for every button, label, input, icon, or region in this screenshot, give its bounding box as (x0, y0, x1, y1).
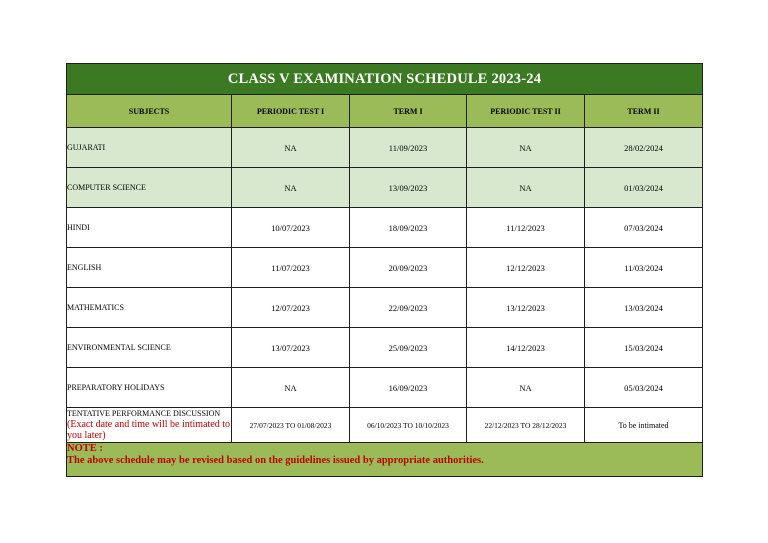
date-cell: NA (467, 128, 585, 168)
date-range-cell: 27/07/2023 TO 01/08/2023 (232, 408, 350, 443)
date-cell: 18/09/2023 (350, 208, 467, 248)
discussion-subject-note: (Exact date and time will be intimated to you later) (67, 419, 231, 441)
table-row (67, 328, 703, 368)
header-row (67, 95, 703, 128)
date-cell: 10/07/2023 (232, 208, 350, 248)
schedule-title: CLASS V EXAMINATION SCHEDULE 2023-24 (67, 64, 703, 95)
date-cell: NA (232, 128, 350, 168)
subject-cell: HINDI (67, 208, 232, 248)
note-text: The above schedule may be revised based on the guidelines issued by appropriate authorities. (67, 455, 484, 466)
title-row (67, 64, 703, 95)
date-cell: 05/03/2024 (585, 368, 703, 408)
date-cell: 15/03/2024 (585, 328, 703, 368)
subject-cell: ENGLISH (67, 248, 232, 288)
exam-schedule-table (66, 63, 703, 477)
subject-cell: MATHEMATICS (67, 288, 232, 328)
date-range-cell: 06/10/2023 TO 10/10/2023 (350, 408, 467, 443)
header-subjects: SUBJECTS (67, 95, 232, 128)
date-range-cell: 22/12/2023 TO 28/12/2023 (467, 408, 585, 443)
date-cell: NA (467, 368, 585, 408)
note-label: NOTE : (67, 443, 103, 454)
discussion-subject-label: TENTATIVE PERFORMANCE DISCUSSION (67, 409, 221, 418)
date-cell: NA (232, 168, 350, 208)
table-row (67, 128, 703, 168)
subject-cell: COMPUTER SCIENCE (67, 168, 232, 208)
date-cell: NA (232, 368, 350, 408)
date-cell: 11/09/2023 (350, 128, 467, 168)
date-cell: 13/12/2023 (467, 288, 585, 328)
date-cell: 12/07/2023 (232, 288, 350, 328)
date-cell: 12/12/2023 (467, 248, 585, 288)
table-row (67, 288, 703, 328)
date-cell: 16/09/2023 (350, 368, 467, 408)
table-row (67, 168, 703, 208)
date-cell: 11/07/2023 (232, 248, 350, 288)
table-row (67, 368, 703, 408)
header-term-1: TERM I (350, 95, 467, 128)
table-row (67, 208, 703, 248)
date-cell: 22/09/2023 (350, 288, 467, 328)
date-cell: 11/12/2023 (467, 208, 585, 248)
header-periodic-test-2: PERIODIC TEST II (467, 95, 585, 128)
date-cell: 28/02/2024 (585, 128, 703, 168)
header-periodic-test-1: PERIODIC TEST I (232, 95, 350, 128)
date-cell: 14/12/2023 (467, 328, 585, 368)
subject-cell: GUJARATI (67, 128, 232, 168)
subject-cell: ENVIRONMENTAL SCIENCE (67, 328, 232, 368)
discussion-subject-cell (67, 408, 232, 443)
date-cell: 13/03/2024 (585, 288, 703, 328)
date-cell: NA (467, 168, 585, 208)
date-cell: 07/03/2024 (585, 208, 703, 248)
date-cell: 13/09/2023 (350, 168, 467, 208)
subject-cell: PREPARATORY HOLIDAYS (67, 368, 232, 408)
date-cell: 11/03/2024 (585, 248, 703, 288)
table-row (67, 248, 703, 288)
date-cell: 01/03/2024 (585, 168, 703, 208)
date-cell: 25/09/2023 (350, 328, 467, 368)
date-cell: 13/07/2023 (232, 328, 350, 368)
date-range-cell: To be intimated (585, 408, 703, 443)
note-row (67, 443, 703, 477)
date-cell: 20/09/2023 (350, 248, 467, 288)
header-term-2: TERM II (585, 95, 703, 128)
note-cell (67, 443, 703, 477)
performance-discussion-row (67, 408, 703, 443)
